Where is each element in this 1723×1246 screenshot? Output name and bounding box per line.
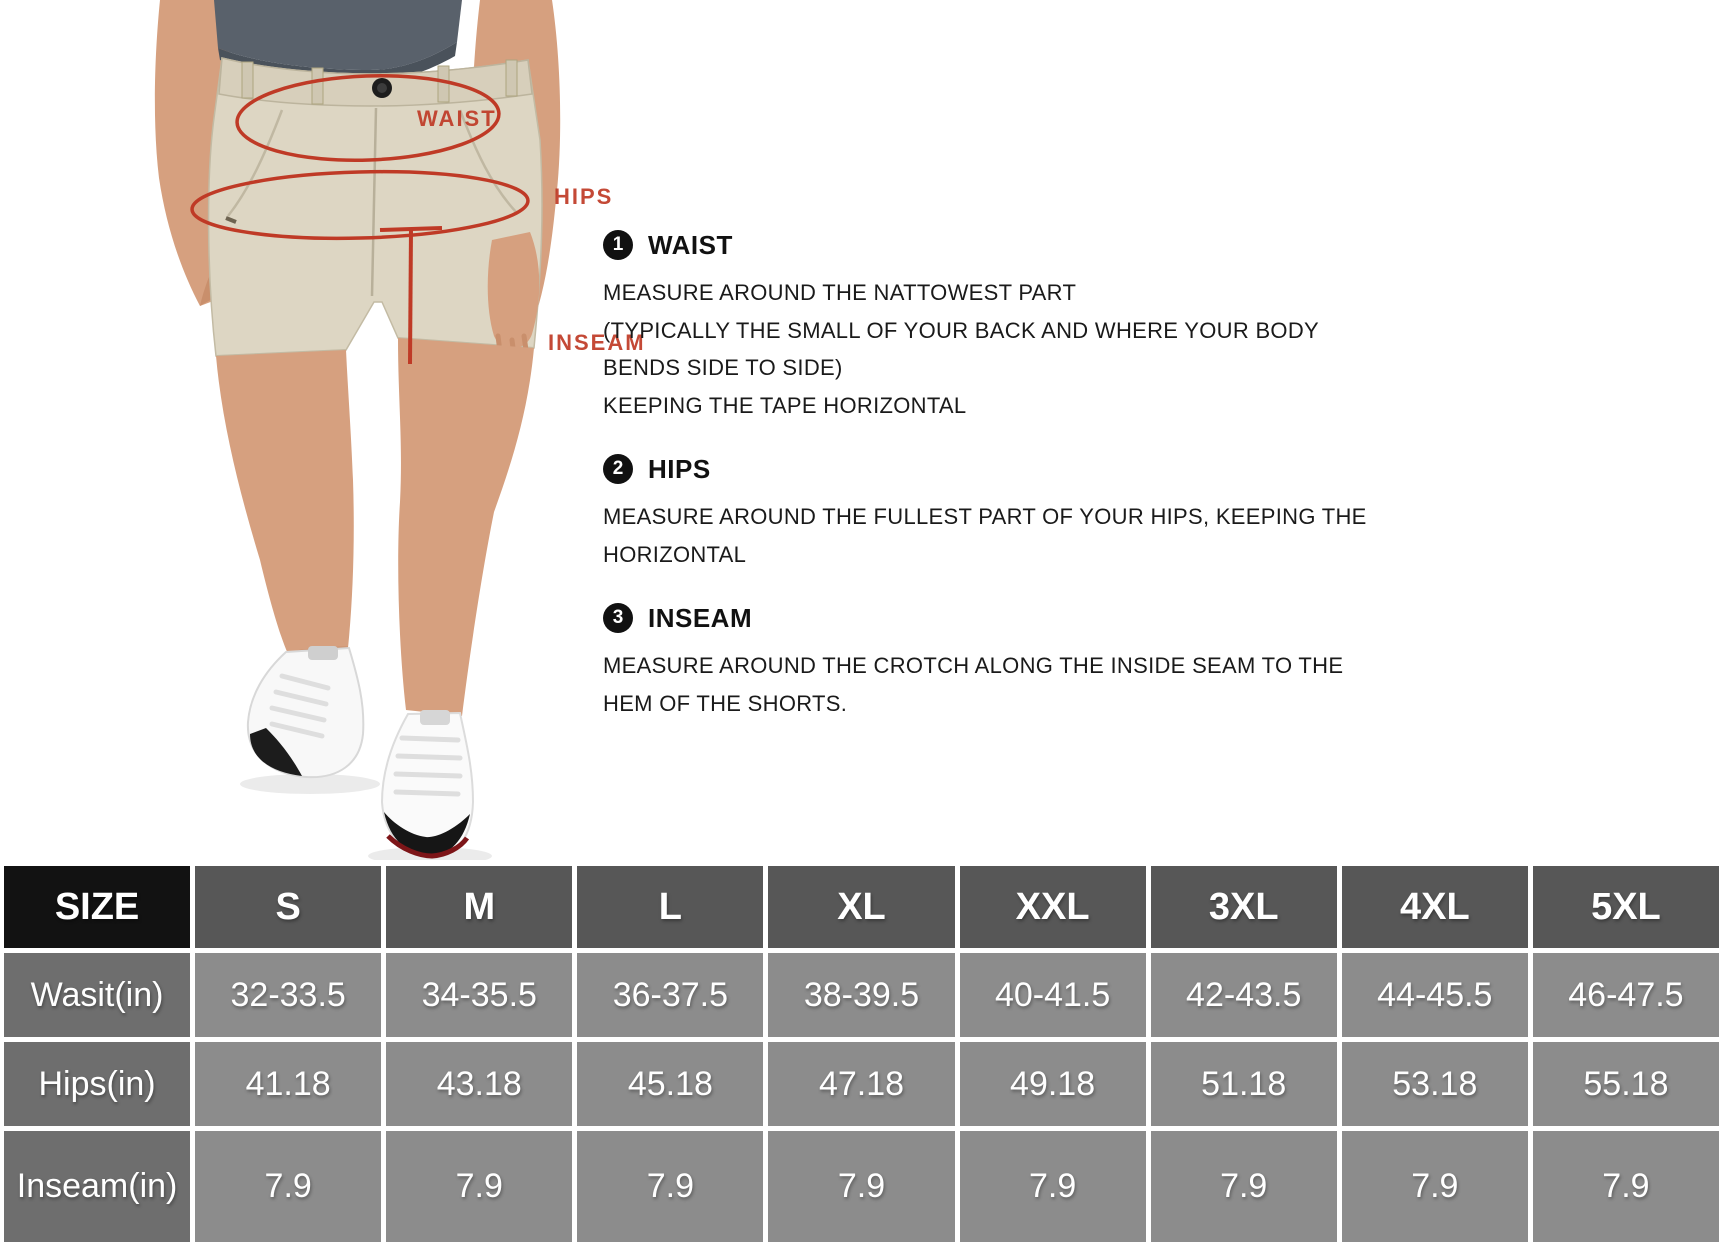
size-value: 7.9 bbox=[768, 1131, 954, 1242]
size-value: 7.9 bbox=[1533, 1131, 1719, 1242]
size-value: 44-45.5 bbox=[1342, 953, 1528, 1037]
size-value: 42-43.5 bbox=[1151, 953, 1337, 1037]
size-col-header-xxl: XXL bbox=[960, 866, 1146, 948]
size-col-header-5xl: 5XL bbox=[1533, 866, 1719, 948]
size-value: 41.18 bbox=[195, 1042, 381, 1126]
size-value: 47.18 bbox=[768, 1042, 954, 1126]
guide-text-line: (TYPICALLY THE SMALL OF YOUR BACK AND WHERE YOUR BODY bbox=[603, 317, 1319, 343]
size-table-corner: SIZE bbox=[4, 866, 190, 948]
guide-title: INSEAM bbox=[648, 602, 753, 633]
guide-heading bbox=[603, 452, 1713, 486]
size-col-header-3xl: 3XL bbox=[1151, 866, 1337, 948]
size-col-header-l: L bbox=[577, 866, 763, 948]
size-value: 36-37.5 bbox=[577, 953, 763, 1037]
guide-text-line: MEASURE AROUND THE NATTOWEST PART bbox=[603, 280, 1077, 305]
guide-item-hips bbox=[603, 452, 1713, 573]
number-badge-icon: 1 bbox=[603, 230, 633, 260]
shorts-model-illustration bbox=[130, 0, 610, 860]
guide-text-line: MEASURE AROUND THE FULLEST PART OF YOUR HIPS, KEEPING THE bbox=[603, 504, 1367, 529]
size-col-header-m: M bbox=[386, 866, 572, 948]
size-value: 7.9 bbox=[386, 1131, 572, 1242]
row-label-inseamin: Inseam(in) bbox=[4, 1131, 190, 1242]
guide-heading bbox=[603, 601, 1713, 635]
size-col-header-4xl: 4XL bbox=[1342, 866, 1528, 948]
model-photo bbox=[130, 0, 646, 860]
size-value: 43.18 bbox=[386, 1042, 572, 1126]
size-value: 7.9 bbox=[195, 1131, 381, 1242]
guide-item-waist bbox=[603, 228, 1713, 424]
size-value: 32-33.5 bbox=[195, 953, 381, 1037]
size-value: 7.9 bbox=[1342, 1131, 1528, 1242]
size-value: 7.9 bbox=[960, 1131, 1146, 1242]
size-value: 7.9 bbox=[1151, 1131, 1337, 1242]
hips-label: HIPS bbox=[554, 184, 614, 209]
guide-title: HIPS bbox=[648, 453, 711, 484]
size-value: 38-39.5 bbox=[768, 953, 954, 1037]
size-value: 7.9 bbox=[577, 1131, 763, 1242]
size-value: 45.18 bbox=[577, 1042, 763, 1126]
guide-text-line: HORIZONTAL bbox=[603, 541, 747, 567]
guide-text-line: BENDS SIDE TO SIDE) bbox=[603, 355, 843, 380]
size-value: 49.18 bbox=[960, 1042, 1146, 1126]
guide-text-line: MEASURE AROUND THE CROTCH ALONG THE INSIDE SEAM TO THE bbox=[603, 653, 1344, 678]
size-value: 53.18 bbox=[1342, 1042, 1528, 1126]
size-value: 40-41.5 bbox=[960, 953, 1146, 1037]
size-value: 55.18 bbox=[1533, 1042, 1719, 1126]
size-value: 34-35.5 bbox=[386, 953, 572, 1037]
guide-text-line: KEEPING THE TAPE HORIZONTAL bbox=[603, 392, 967, 418]
guide-item-inseam bbox=[603, 601, 1713, 722]
number-badge-icon: 2 bbox=[603, 454, 633, 484]
measure-guide bbox=[603, 228, 1713, 750]
size-col-header-xl: XL bbox=[768, 866, 954, 948]
size-value: 46-47.5 bbox=[1533, 953, 1719, 1037]
inseam-label: INSEAM bbox=[548, 330, 646, 355]
row-label-wasitin: Wasit(in) bbox=[4, 953, 190, 1037]
number-badge-icon: 3 bbox=[603, 603, 633, 633]
guide-title: WAIST bbox=[648, 229, 733, 260]
guide-text-line: HEM OF THE SHORTS. bbox=[603, 690, 848, 716]
size-value: 51.18 bbox=[1151, 1042, 1337, 1126]
size-col-header-s: S bbox=[195, 866, 381, 948]
row-label-hipsin: Hips(in) bbox=[4, 1042, 190, 1126]
waist-label: WAIST bbox=[417, 106, 497, 131]
guide-heading bbox=[603, 228, 1713, 262]
size-table bbox=[0, 862, 1723, 1246]
